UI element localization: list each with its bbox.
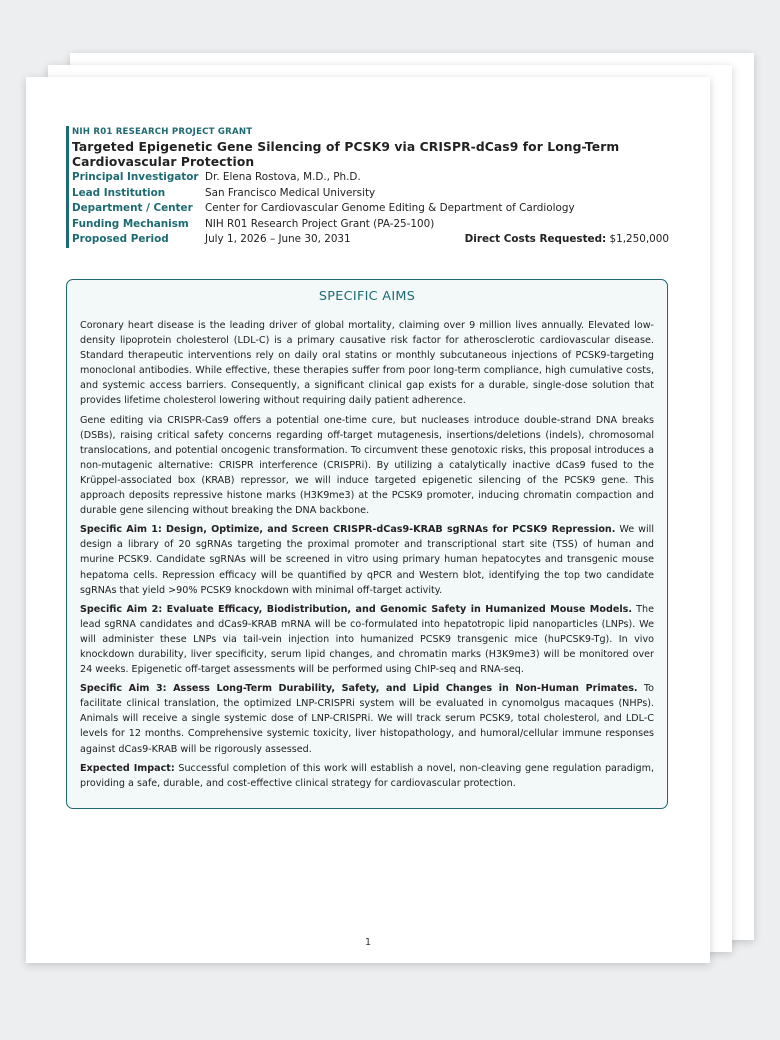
impact-title: Expected Impact:: [80, 762, 175, 774]
funding-label: Funding Mechanism: [72, 217, 189, 230]
impact-paragraph: [80, 761, 654, 791]
pi-value: Dr. Elena Rostova, M.D., Ph.D.: [205, 171, 361, 183]
aim-2-paragraph: [80, 602, 654, 677]
page-title: Targeted Epigenetic Gene Silencing of PCSK9 via CRISPR-dCas9 for Long-Term Cardiovascular Protection: [72, 140, 620, 169]
aim-2-title: Specific Aim 2: Evaluate Efficacy, Biodistribution, and Genomic Safety in Humanized Mouse Models.: [80, 603, 632, 615]
direct-costs-label: Direct Costs Requested:: [464, 233, 607, 245]
direct-costs: [465, 232, 669, 248]
aim-3-title: Specific Aim 3: Assess Long-Term Durability, Safety, and Lipid Changes in Non-Human Primates.: [80, 683, 638, 695]
grant-header: [66, 126, 672, 248]
meta-row-funding: [72, 217, 672, 233]
aim-1-title: Specific Aim 1: Design, Optimize, and Screen CRISPR-dCas9-KRAB sgRNAs for PCSK9 Repression.: [80, 524, 616, 536]
intro-paragraph-2: Gene editing via CRISPR-Cas9 offers a potential one-time cure, but nucleases introduce double-strand DNA breaks (DSBs), raising critical safety concerns regarding off-target mutagenesis, insertions/deletions (indels), chromosomal translocations, and potential oncogenic transformation. To circumvent these genotoxic risks, this proposal introduces a non-mutagenic alternative: CRISPR interference (CRISPRi). By utilizing a catalytically inactive dCas9 fused to the Krüppel-associated box (KRAB) repressor, we will induce targeted epigenetic silencing of the PCSK9 gene. This approach deposits repressive histone marks (H3K9me3) at the PCSK9 promoter, inducing chromatin compaction and durable gene silencing without breaking the DNA backbone.: [80, 414, 654, 517]
funding-value: NIH R01 Research Project Grant (PA-25-100): [205, 217, 435, 230]
department-value: Center for Cardiovascular Genome Editing & Department of Cardiology: [205, 202, 575, 214]
document-page: [26, 77, 710, 963]
intro-paragraph-1: Coronary heart disease is the leading driver of global mortality, claiming over 9 million lives annually. Elevated low-density lipoprotein cholesterol (LDL-C) is a primary causative risk factor for atherosclerotic cardiovascular disease. Standard therapeutic interventions rely on daily oral statins or monthly subcutaneous injections of PCSK9-targeting monoclonal antibodies. While effective, these therapies suffer from poor long-term compliance, high cumulative costs, and systemic access barriers. Consequently, a significant clinical gap exists for a durable, single-dose solution that provides lifetime cholesterol lowering without requiring daily patient adherence.: [80, 320, 654, 407]
department-label: Department / Center: [72, 202, 193, 214]
period-value: July 1, 2026 – June 30, 2031: [205, 233, 351, 245]
specific-aims-box: [66, 279, 668, 809]
meta-row-department: [72, 201, 672, 217]
aim-1-paragraph: [80, 522, 654, 597]
page-number: 1: [364, 937, 372, 948]
period-label: Proposed Period: [72, 233, 169, 245]
meta-row-period: [72, 232, 672, 248]
aim-2-text: The lead sgRNA candidates and dCas9-KRAB mRNA will be co-formulated into hepatotropic lipid nanoparticles (LNPs). We will administer these LNPs via tail-vein injection into humanized PCSK9 transgenic mice (huPCSK9-Tg). In vivo knockdown durability, liver specificity, serum lipid changes, and chromatin marks (H3K9me3) will be monitored over 24 weeks. Epigenetic off-target assessments will be performed using ChIP-seq and RNA-seq.: [80, 603, 654, 676]
meta-row-institution: [72, 186, 672, 202]
institution-value: San Francisco Medical University: [205, 186, 376, 199]
institution-label: Lead Institution: [72, 186, 166, 199]
impact-text: Successful completion of this work will establish a novel, non-cleaving gene regulation paradigm, providing a safe, durable, and cost-effective clinical strategy for cardiovascular protection.: [80, 762, 654, 789]
aims-heading: SPECIFIC AIMS: [318, 289, 416, 304]
grant-type: NIH R01 RESEARCH PROJECT GRANT: [72, 127, 253, 137]
direct-costs-value: $1,250,000: [609, 233, 669, 245]
pi-label: Principal Investigator: [72, 171, 199, 183]
aim-3-text: To facilitate clinical translation, the optimized LNP-CRISPRi system will be evaluated in cynomolgus macaques (NHPs). Animals will receive a single systemic dose of LNP-CRISPRi. We will track serum PCSK9, total cholesterol, and LDL-C levels for 12 months. Comprehensive systemic toxicity, liver histopathology, and humoral/cellular immune responses against dCas9-KRAB will be rigorously assessed.: [80, 683, 654, 755]
meta-row-pi: [72, 170, 672, 186]
aim-1-text: We will design a library of 20 sgRNAs targeting the proximal promoter and transcriptional start site (TSS) of human and murine PCSK9. Candidate sgRNAs will be screened in vitro using primary human hepatocytes and transgenic mouse hepatoma cells. Repression efficacy will be quantified by qPCR and Western blot, identifying the top two candidate sgRNAs that yield >90% PCSK9 knockdown with minimal off-target activity.: [80, 524, 654, 596]
aim-3-paragraph: [80, 681, 654, 756]
